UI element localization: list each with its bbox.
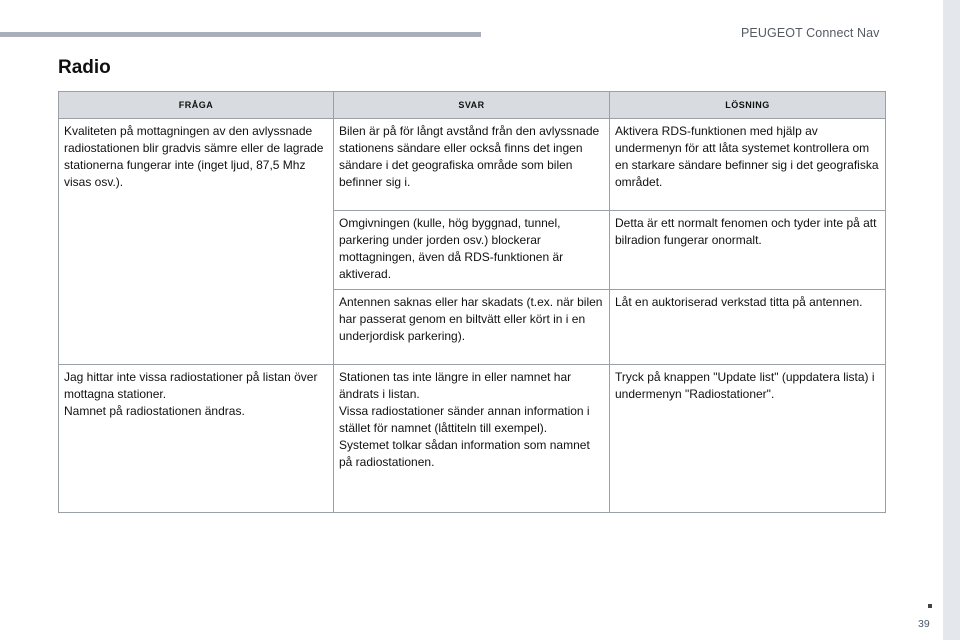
column-header-question: FRÅGA: [59, 92, 334, 119]
column-header-answer: SVAR: [334, 92, 610, 119]
answer-cell: [334, 290, 610, 365]
solution-cell: [610, 290, 886, 365]
faq-table: [58, 91, 886, 513]
page-marker: [928, 604, 932, 608]
answer-text: Omgivningen (kulle, hög byggnad, tunnel, parkering under jorden osv.) blockerar mottagningen, även då RDS-funktionen är aktiverad.: [339, 216, 564, 281]
page-title: Radio: [58, 57, 111, 78]
question-cell: [59, 119, 334, 365]
solution-text: Aktivera RDS-funktionen med hjälp av undermenyn för att låta systemet kontrollera om en starkare sändare befinner sig i det geografiska området.: [615, 124, 879, 189]
question-cell: [59, 365, 334, 513]
header-title: PEUGEOT Connect Nav: [741, 26, 880, 40]
solution-cell: [610, 211, 886, 290]
answer-text: Stationen tas inte längre in eller namnet har ändrats i listan. Vissa radiostationer sänder annan information i stället för namnet (låttiteln till exempel). Systemet tolkar sådan information som namnet på radiostationen.: [339, 370, 590, 469]
solution-text: Detta är ett normalt fenomen och tyder inte på att bilradion fungerar onormalt.: [615, 216, 877, 247]
column-header-solution: LÖSNING: [610, 92, 886, 119]
solution-cell: [610, 119, 886, 211]
solution-text: Låt en auktoriserad verkstad titta på antennen.: [615, 295, 863, 309]
answer-text: Antennen saknas eller har skadats (t.ex. när bilen har passerat genom en biltvätt eller kört in i en underjordisk parkering).: [339, 295, 603, 343]
answer-cell: [334, 211, 610, 290]
answer-cell: [334, 365, 610, 513]
page-number: 39: [918, 618, 930, 630]
answer-text: Bilen är på för långt avstånd från den avlyssnade stationens sändare eller också finns det ingen sändare i det geografiska område som bilen befinner sig i.: [339, 124, 600, 189]
question-text: Kvaliteten på mottagningen av den avlyssnade radiostationen blir gradvis sämre eller de lagrade stationerna fungerar inte (inget ljud, 87,5 Mhz visas osv.).: [64, 124, 324, 189]
question-text: Jag hittar inte vissa radiostationer på listan över mottagna stationer. Namnet på radiostationen ändras.: [64, 370, 318, 418]
table-header-row: [59, 92, 886, 119]
table-row: [59, 365, 886, 513]
table-row: [59, 119, 886, 211]
solution-text: Tryck på knappen "Update list" (uppdatera lista) i undermenyn "Radiostationer".: [615, 370, 875, 401]
side-strip: [943, 0, 960, 640]
answer-cell: [334, 119, 610, 211]
header-rule: [0, 32, 481, 37]
solution-cell: [610, 365, 886, 513]
